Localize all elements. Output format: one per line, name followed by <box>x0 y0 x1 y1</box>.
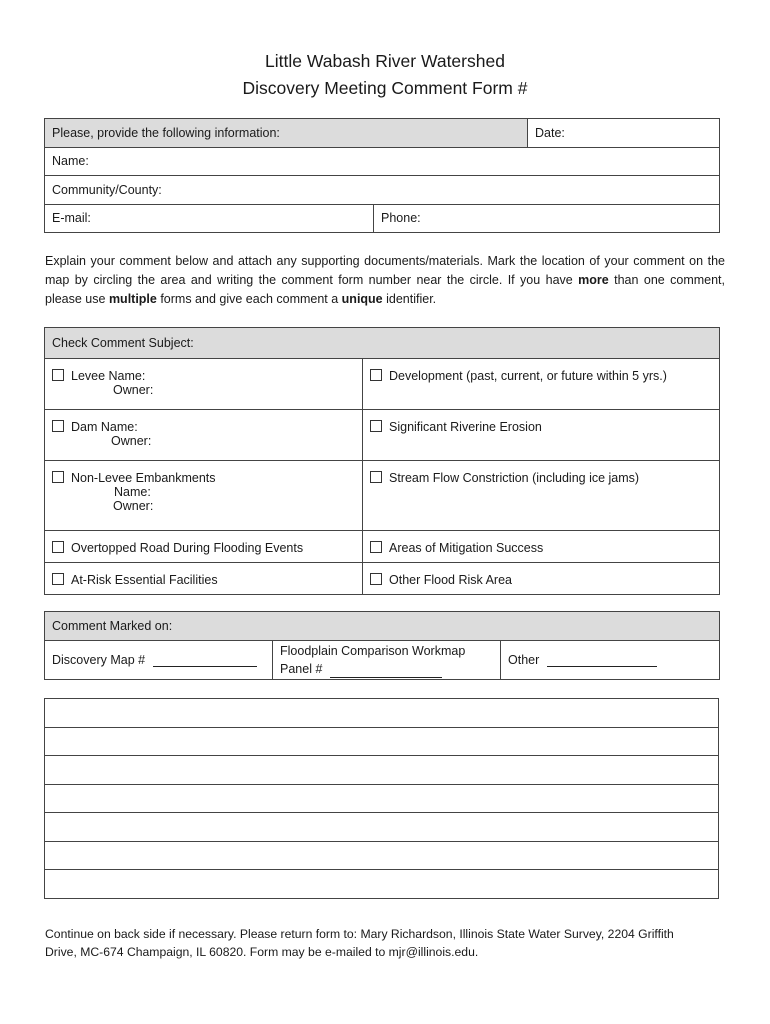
non-levee-name-label: Name: <box>114 485 151 499</box>
comment-line[interactable] <box>45 727 719 756</box>
instructions-text: identifier. <box>382 292 437 306</box>
floodplain-panel-field[interactable] <box>273 641 501 680</box>
discovery-map-field[interactable] <box>45 641 273 680</box>
stream-flow-label: Stream Flow Constriction (including ice jams) <box>389 471 640 485</box>
at-risk-option[interactable] <box>45 563 363 595</box>
comment-subject-header: Check Comment Subject: <box>45 328 720 359</box>
comment-line[interactable] <box>45 784 719 813</box>
comment-marked-header: Comment Marked on: <box>45 612 720 641</box>
email-field[interactable] <box>45 204 374 233</box>
dam-option[interactable] <box>45 410 363 461</box>
levee-owner-label: Owner: <box>113 383 154 397</box>
overtopped-road-option[interactable] <box>45 531 363 563</box>
mitigation-option[interactable] <box>363 531 720 563</box>
phone-label: Phone: <box>381 211 421 226</box>
comment-line[interactable] <box>45 870 719 899</box>
community-label: Community/County: <box>52 182 162 197</box>
form-title-line1: Little Wabash River Watershed <box>265 51 505 71</box>
dam-owner-label: Owner: <box>111 434 152 448</box>
non-levee-label: Non-Levee Embankments <box>71 471 216 485</box>
instructions-emphasis-unique: unique <box>341 292 383 306</box>
overtopped-road-label: Overtopped Road During Flooding Events <box>71 541 304 555</box>
non-levee-owner-label: Owner: <box>113 499 154 513</box>
instructions-emphasis-multiple: multiple <box>108 292 157 306</box>
at-risk-label: At-Risk Essential Facilities <box>71 573 218 587</box>
panel-blank[interactable] <box>330 677 442 678</box>
comment-line[interactable] <box>45 756 719 785</box>
stream-flow-checkbox[interactable] <box>370 471 382 483</box>
form-title-line2: Discovery Meeting Comment Form # <box>242 78 528 98</box>
levee-name-label: Levee Name: <box>71 369 146 383</box>
footer-line2: Drive, MC-674 Champaign, IL 60820. Form may be e-mailed to mjr@illinois.edu. <box>45 945 479 959</box>
discovery-map-label: Discovery Map # <box>52 653 146 667</box>
discovery-map-blank[interactable] <box>153 666 257 667</box>
provide-info-header: Please, provide the following information: <box>45 119 528 148</box>
development-checkbox[interactable] <box>370 369 382 381</box>
name-label: Name: <box>52 154 89 169</box>
other-risk-option[interactable] <box>363 563 720 595</box>
levee-option[interactable] <box>45 359 363 410</box>
overtopped-road-checkbox[interactable] <box>52 541 64 553</box>
phone-field[interactable] <box>374 204 720 233</box>
comment-line[interactable] <box>45 841 719 870</box>
other-map-blank[interactable] <box>547 666 657 667</box>
footer-note <box>45 925 735 961</box>
at-risk-checkbox[interactable] <box>52 573 64 585</box>
comment-lines-table <box>44 698 719 899</box>
comment-line[interactable] <box>45 699 719 728</box>
other-map-field[interactable] <box>501 641 720 680</box>
instructions-paragraph <box>45 252 725 309</box>
erosion-option[interactable] <box>363 410 720 461</box>
date-field[interactable] <box>528 119 720 148</box>
erosion-checkbox[interactable] <box>370 420 382 432</box>
other-risk-checkbox[interactable] <box>370 573 382 585</box>
development-option[interactable] <box>363 359 720 410</box>
other-risk-label: Other Flood Risk Area <box>389 573 512 587</box>
instructions-text: Explain your comment below and attach any supporting documents/materials. Mark the location of your comment on the map by circling the area and writing the comment form number near the circle. If you have <box>45 254 725 287</box>
email-label: E-mail: <box>52 211 91 226</box>
comment-subject-table <box>44 327 720 595</box>
dam-name-label: Dam Name: <box>71 420 138 434</box>
comment-marked-table <box>44 611 720 680</box>
other-map-label: Other <box>508 653 540 667</box>
non-levee-checkbox[interactable] <box>52 471 64 483</box>
instructions-text: forms and give each comment a <box>156 292 342 306</box>
comment-line[interactable] <box>45 813 719 842</box>
date-label: Date: <box>535 125 565 140</box>
instructions-text: than one comment, please use <box>45 273 726 306</box>
levee-checkbox[interactable] <box>52 369 64 381</box>
floodplain-label: Floodplain Comparison Workmap <box>280 644 466 658</box>
erosion-label: Significant Riverine Erosion <box>389 420 542 434</box>
mitigation-checkbox[interactable] <box>370 541 382 553</box>
community-field[interactable] <box>45 176 720 205</box>
footer-line1: Continue on back side if necessary. Please return form to: Mary Richardson, Illinois State Water Survey, 2204 Griffith <box>45 927 674 941</box>
stream-flow-option[interactable] <box>363 461 720 531</box>
mitigation-label: Areas of Mitigation Success <box>389 541 544 555</box>
non-levee-option[interactable] <box>45 461 363 531</box>
instructions-emphasis-more: more <box>578 273 609 287</box>
contact-info-table <box>44 118 720 233</box>
dam-checkbox[interactable] <box>52 420 64 432</box>
development-label: Development (past, current, or future within 5 yrs.) <box>389 369 667 383</box>
panel-label: Panel # <box>280 662 323 676</box>
name-field[interactable] <box>45 147 720 176</box>
